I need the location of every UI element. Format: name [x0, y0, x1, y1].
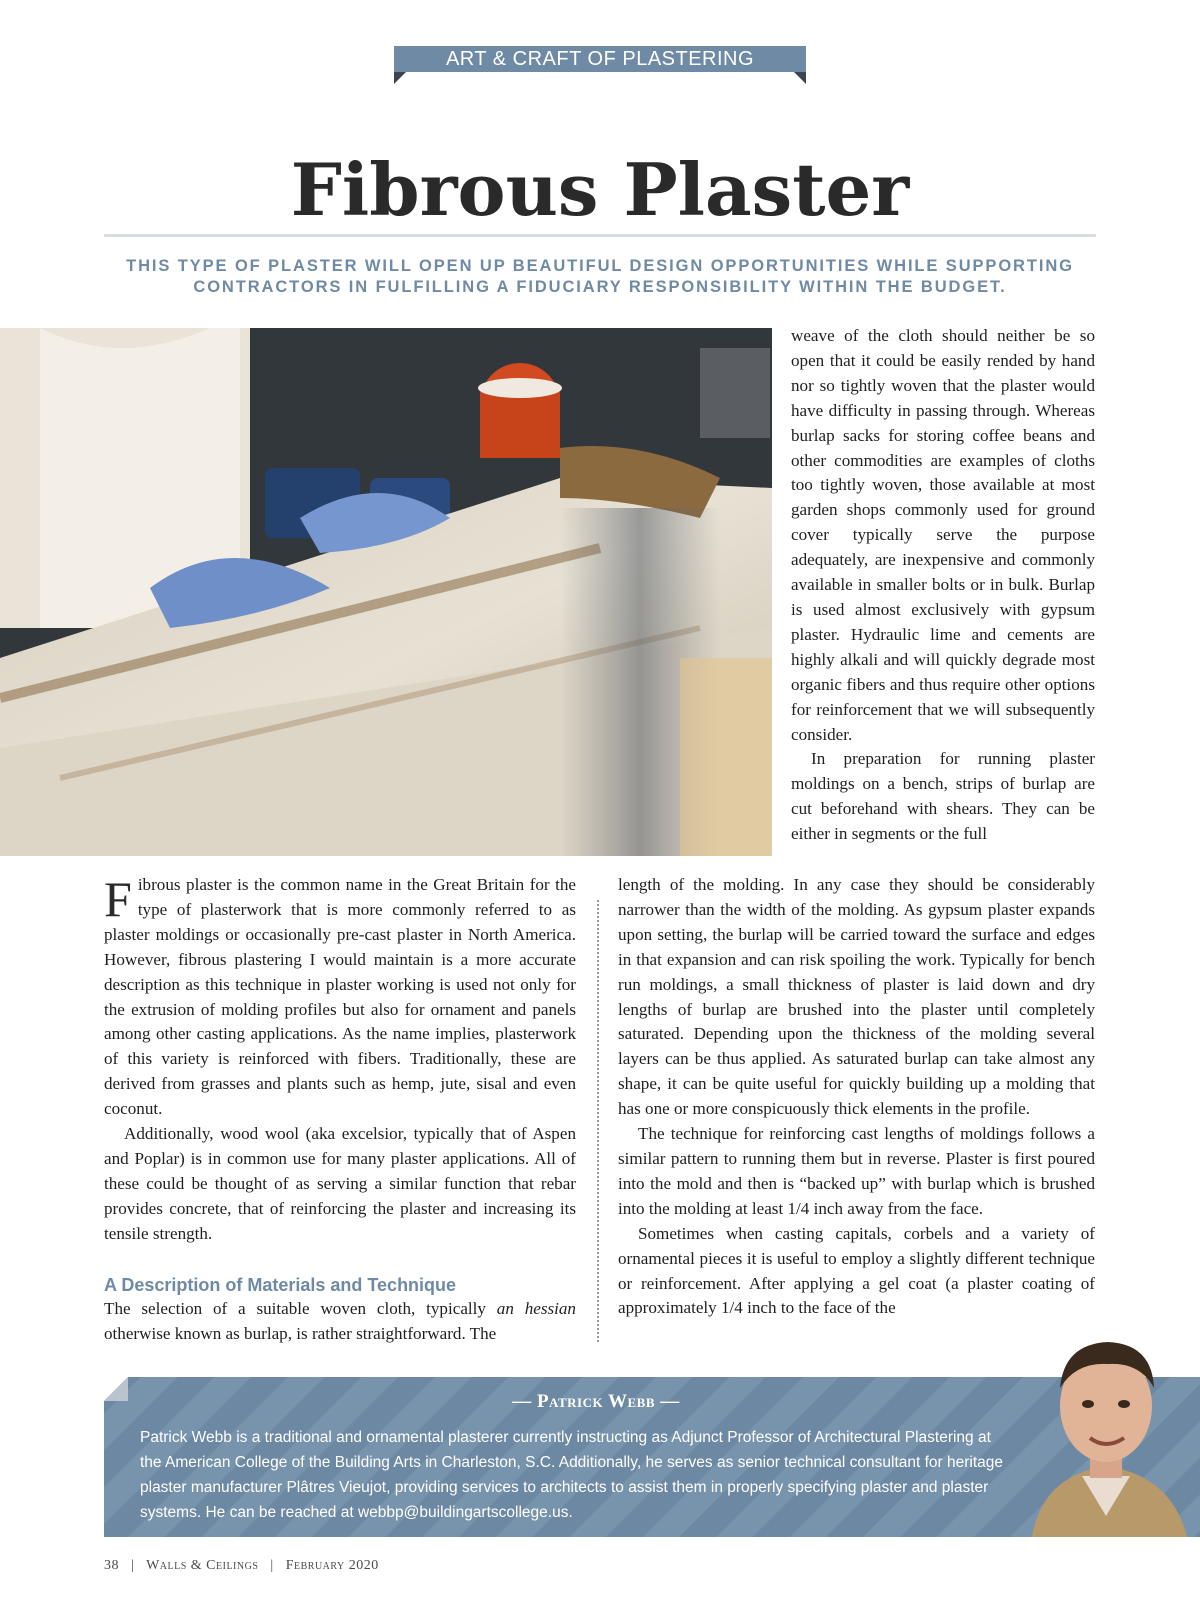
bio-corner-fold-shade [104, 1377, 128, 1401]
author-name: — Patrick Webb — [512, 1391, 680, 1412]
article-title: Fibrous Plaster [290, 147, 910, 232]
author-bio-text: Patrick Webb is a traditional and ornamental plasterer currently instructing as Adjunct Professor of Architectural Plastering at the American College of the Building Arts in Charleston, S.C. Additionally, he serves as senior technical consultant for heritage plaster manufacturer Plâtres Vieujot, providing services to architects to assist them in properly specifying plaster and plaster systems. He can be reached at webbp@buildingartscollege.us. [140, 1429, 1004, 1521]
paragraph: In preparation for running plaster moldings on a bench, strips of burlap are cut beforehand with shears. They can be either in segments or the full [791, 749, 1095, 844]
page-footer [104, 1558, 387, 1574]
section-subhead: A Description of Materials and Technique [104, 1274, 457, 1295]
article-column-right [618, 873, 1095, 1321]
photo-plaster-work-illustration [0, 328, 772, 856]
intro-text: ibrous plaster is the common name in the Great Britain for the type of plasterwork that is more commonly referred to as plaster moldings or occasionally pre-cast plaster in North America. However, fibrous plastering I would maintain is a more accurate description as this technique in plaster working is used not only for the extrusion of molding profiles but also for ornament and panels among other casting applications. As the name implies, plasterwork of this variety is reinforced with fibers. Traditionally, these are derived from grasses and plants such as hemp, jute, sisal and even coconut. [104, 875, 576, 1119]
author-portrait [1012, 1326, 1200, 1537]
paragraph-text: otherwise known as burlap, is rather straightforward. The [104, 1323, 497, 1343]
paragraph: weave of the cloth should neither be so open that it could be easily rended by hand nor so tightly woven that the plaster would have difficulty in passing through. Whereas burlap sacks for storing coffee beans and other commodities are examples of cloths too tightly woven, those available at most garden shops commonly used for ground cover typically serve the purpose adequately, are inexpensive and commonly available in smaller bolts or in bulk. Burlap is used almost exclusively with gypsum plaster. Hydraulic lime and cements are highly alkali and will quickly degrade most organic fibers and thus require other options for reinforcement that we will subsequently consider. [791, 326, 1095, 744]
paragraph: length of the molding. In any case they should be considerably narrower than the width of the molding. As gypsum plaster expands upon setting, the burlap will be carried toward the surface and edges in that expansion and can risk spoiling the work. Typically for bench run moldings, a small thickness of plaster is laid down and dry lengths of burlap are brushed into the plaster until completely saturated. Depending upon the thickness of the molding several layers can be thus applied. As saturated burlap can take almost any shape, it can be quite useful for quickly building up a molding that has one or more conspicuously thick elements in the profile. [618, 875, 1095, 1119]
publication-name: Walls & Ceilings [146, 1558, 259, 1573]
paragraph-text: The selection of a suitable woven cloth, typically [104, 1298, 497, 1318]
footer-separator: | [270, 1558, 274, 1573]
intro-paragraph [104, 873, 576, 1122]
paragraph: Sometimes when casting capitals, corbels and a variety of ornamental pieces it is useful to employ a slightly different technique or reinforcement. After applying a gel coat (a plaster coating of approximately 1/4 inch to the face of the [618, 1223, 1095, 1318]
article-deck: THIS TYPE OF PLASTER WILL OPEN UP BEAUTIFUL DESIGN OPPORTUNITIES WHILE SUPPORTING CONTRACTORS IN FULFILLING A FIDUCIARY RESPONSIBILITY WITHIN THE BUDGET. [126, 257, 1074, 296]
paragraph [104, 1297, 576, 1347]
author-portrait-illustration [1012, 1326, 1200, 1537]
article-column-left [104, 873, 576, 1346]
page-number: 38 [104, 1558, 119, 1573]
section-tag-fold-left [394, 72, 406, 84]
section-tag: ART & CRAFT OF PLASTERING [394, 46, 806, 72]
paragraph: Additionally, wood wool (aka excelsior, typically that of Aspen and Poplar) is in common use for many plaster applications. All of these could be thought of as serving a similar function that rebar provides concrete, that of reinforcing the plaster and increasing its tensile strength. [104, 1124, 576, 1243]
paragraph: The technique for reinforcing cast lengths of moldings follows a similar pattern to running them but in reverse. Plaster is first poured into the mold and then is “backed up” with burlap which is brushed into the molding at least 1/4 inch away from the face. [618, 1124, 1095, 1218]
issue-date: February 2020 [285, 1558, 379, 1573]
paragraph-italic-term: an hessian [496, 1298, 576, 1318]
article-photo [0, 328, 772, 856]
column-divider [597, 900, 599, 1342]
article-column-right-top [791, 324, 1095, 847]
title-rule [104, 234, 1096, 237]
footer-separator: | [131, 1558, 135, 1573]
drop-cap: F [104, 871, 132, 927]
section-tag-fold-right [794, 72, 806, 84]
